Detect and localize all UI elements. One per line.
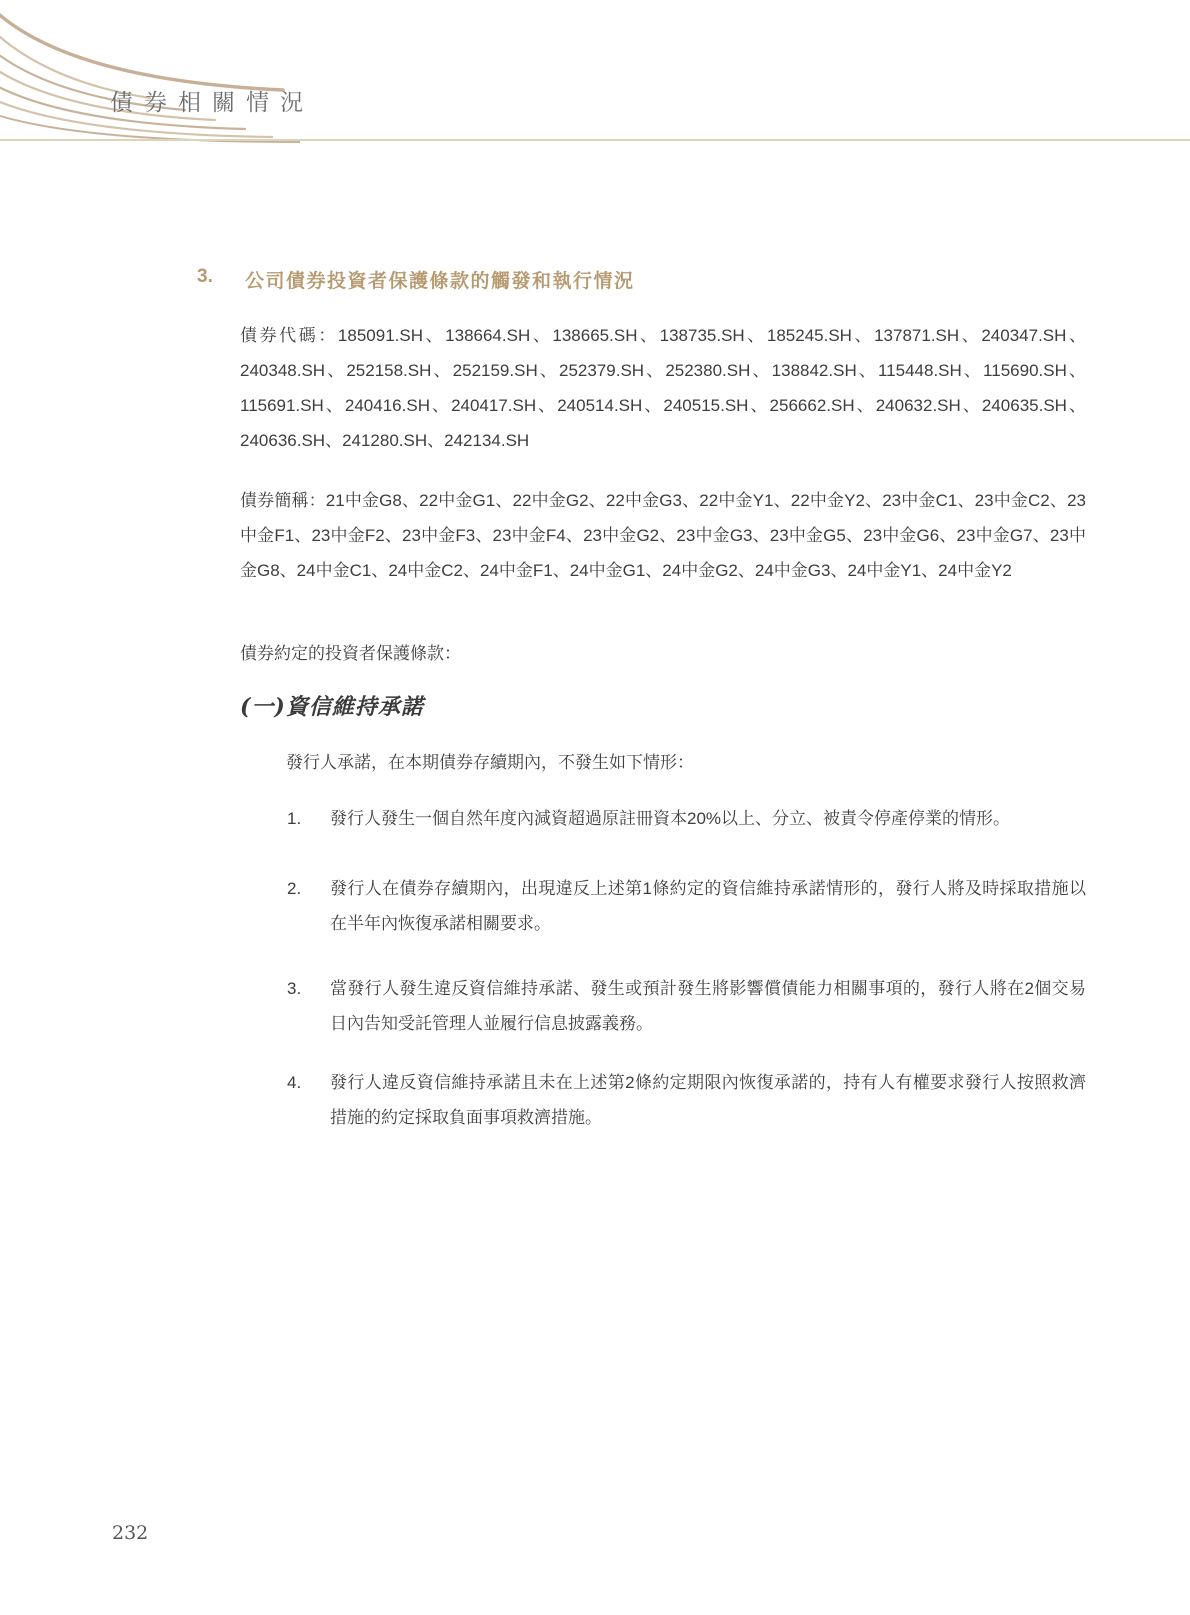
page-number: 232 — [112, 1522, 149, 1544]
swoosh-decoration-icon — [0, 0, 300, 150]
commitment-intro-text: 發行人承諾，在本期債券存續期內，不發生如下情形： — [286, 753, 694, 772]
list-item-text: 發行人在債券存續期內，出現違反上述第1條約定的資信維持承諾情形的，發行人將及時採取措施以在半年內恢復承諾相關要求。 — [330, 879, 1086, 933]
subsection-title: (一)資信維持承諾 — [240, 694, 424, 720]
list-item — [287, 1065, 1086, 1135]
list-item-text: 發行人違反資信維持承諾且未在上述第2條約定期限內恢復承諾的，持有人有權要求發行人按照救濟措施的約定採取負面事項救濟措施。 — [330, 1073, 1086, 1127]
running-header-title: 債券相關情況 — [110, 90, 314, 116]
section-title: 公司債券投資者保護條款的觸發和執行情況 — [245, 271, 635, 292]
list-item — [287, 971, 1086, 1041]
list-item — [287, 801, 1086, 836]
bond-names-paragraph: 債券簡稱：21中金G8、22中金G1、22中金G2、22中金G3、22中金Y1、22中金Y2、23中金C1、23中金C2、23中金F1、23中金F2、23中金F3、23中金F4、23中金G2、23中金G3、23中金G5、23中金G6、23中金G7、23中金G8、24中金C1、24中金C2、24中金F1、24中金G1、24中金G2、24中金G3、24中金Y1、24中金Y2 — [240, 491, 1086, 580]
list-item-number: 4. — [287, 1073, 302, 1092]
section-heading — [197, 266, 635, 293]
list-item-number: 1. — [287, 809, 302, 828]
list-item — [287, 871, 1086, 941]
list-item-number: 2. — [287, 879, 302, 898]
clause-intro-text: 債券約定的投資者保護條款： — [240, 644, 461, 663]
list-item-text: 當發行人發生違反資信維持承諾、發生或預計發生將影響償債能力相關事項的，發行人將在2個交易日內告知受託管理人並履行信息披露義務。 — [330, 979, 1086, 1033]
section-number: 3. — [197, 266, 213, 287]
list-item-text: 發行人發生一個自然年度內減資超過原註冊資本20%以上、分立、被責令停產停業的情形。 — [330, 809, 1011, 828]
header-divider — [0, 139, 1190, 141]
list-item-number: 3. — [287, 979, 302, 998]
bond-codes-paragraph: 債券代碼：185091.SH、138664.SH、138665.SH、138735.SH、185245.SH、137871.SH、240347.SH、240348.SH、252158.SH、252159.SH、252379.SH、252380.SH、138842.SH、115448.SH、115690.SH、115691.SH、240416.SH、240417.SH、240514.SH、240515.SH、256662.SH、240632.SH、240635.SH、240636.SH、241280.SH、242134.SH — [240, 326, 1086, 450]
